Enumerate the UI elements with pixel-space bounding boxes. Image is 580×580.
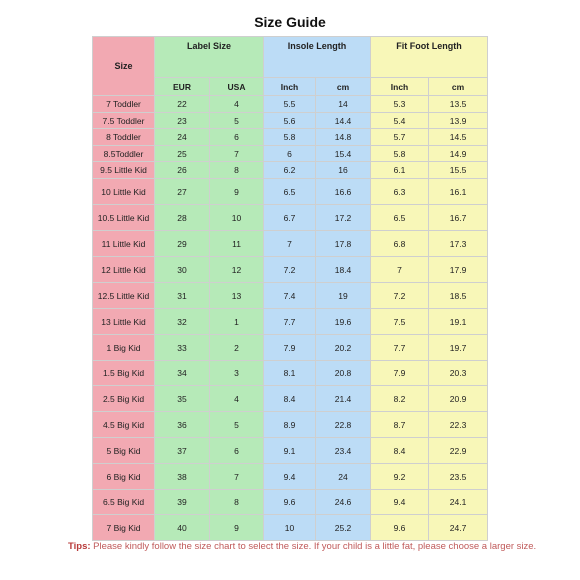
fit-inch-header: Inch [371, 78, 429, 96]
insole-cm-cell: 14.8 [316, 129, 371, 146]
fit-inch-cell: 7.5 [371, 309, 429, 335]
fit-inch-cell: 6.3 [371, 179, 429, 205]
eur-header: EUR [155, 78, 210, 96]
size-cell: 6 Big Kid [93, 464, 155, 490]
usa-cell: 8 [210, 490, 264, 515]
size-cell: 12 Little Kid [93, 257, 155, 283]
table-row [93, 129, 488, 146]
insole-inch-cell: 6.7 [264, 205, 316, 231]
usa-cell: 6 [210, 438, 264, 464]
label-size-header: Label Size [155, 37, 264, 78]
insole-cm-cell: 15.4 [316, 146, 371, 162]
insole-cm-cell: 24.6 [316, 490, 371, 515]
table-row [93, 205, 488, 231]
fit-inch-cell: 6.8 [371, 231, 429, 257]
usa-cell: 3 [210, 361, 264, 386]
insole-cm-cell: 17.2 [316, 205, 371, 231]
size-cell: 7 Toddler [93, 96, 155, 113]
eur-cell: 25 [155, 146, 210, 162]
insole-cm-cell: 21.4 [316, 386, 371, 412]
fit-cm-cell: 17.3 [429, 231, 488, 257]
usa-cell: 6 [210, 129, 264, 146]
size-cell: 1.5 Big Kid [93, 361, 155, 386]
usa-cell: 4 [210, 96, 264, 113]
usa-cell: 4 [210, 386, 264, 412]
insole-inch-cell: 5.8 [264, 129, 316, 146]
insole-inch-cell: 5.6 [264, 113, 316, 129]
size-cell: 6.5 Big Kid [93, 490, 155, 515]
insole-cm-cell: 16.6 [316, 179, 371, 205]
insole-inch-cell: 9.4 [264, 464, 316, 490]
insole-inch-cell: 8.1 [264, 361, 316, 386]
insole-length-header: Insole Length [264, 37, 371, 78]
size-cell: 7.5 Toddler [93, 113, 155, 129]
size-cell: 10 Little Kid [93, 179, 155, 205]
insole-inch-cell: 7.4 [264, 283, 316, 309]
table-row [93, 386, 488, 412]
fit-inch-cell: 6.5 [371, 205, 429, 231]
size-cell: 9.5 Little Kid [93, 162, 155, 179]
usa-cell: 5 [210, 113, 264, 129]
fit-cm-cell: 19.1 [429, 309, 488, 335]
page-title: Size Guide [254, 14, 326, 30]
usa-cell: 7 [210, 146, 264, 162]
insole-inch-cell: 7.7 [264, 309, 316, 335]
insole-cm-cell: 17.8 [316, 231, 371, 257]
insole-cm-cell: 14.4 [316, 113, 371, 129]
fit-inch-cell: 7.2 [371, 283, 429, 309]
fit-cm-cell: 15.5 [429, 162, 488, 179]
tips-text: Please kindly follow the size chart to select the size. If your child is a little fat, please choose a larger size. [93, 541, 537, 552]
usa-cell: 7 [210, 464, 264, 490]
fit-inch-cell: 7 [371, 257, 429, 283]
insole-inch-cell: 6.5 [264, 179, 316, 205]
insole-cm-cell: 23.4 [316, 438, 371, 464]
insole-cm-cell: 14 [316, 96, 371, 113]
size-chart-table [92, 36, 488, 541]
insole-inch-cell: 5.5 [264, 96, 316, 113]
table-row [93, 464, 488, 490]
eur-cell: 27 [155, 179, 210, 205]
insole-cm-cell: 18.4 [316, 257, 371, 283]
table-row [93, 113, 488, 129]
size-cell: 13 Little Kid [93, 309, 155, 335]
fit-cm-cell: 13.9 [429, 113, 488, 129]
insole-cm-cell: 22.8 [316, 412, 371, 438]
insole-cm-cell: 25.2 [316, 515, 371, 541]
eur-cell: 34 [155, 361, 210, 386]
eur-cell: 36 [155, 412, 210, 438]
fit-inch-cell: 5.7 [371, 129, 429, 146]
size-cell: 11 Little Kid [93, 231, 155, 257]
fit-cm-cell: 23.5 [429, 464, 488, 490]
fit-inch-cell: 5.8 [371, 146, 429, 162]
table-row [93, 309, 488, 335]
insole-inch-cell: 7 [264, 231, 316, 257]
usa-cell: 2 [210, 335, 264, 361]
size-cell: 8 Toddler [93, 129, 155, 146]
fit-cm-cell: 17.9 [429, 257, 488, 283]
usa-header: USA [210, 78, 264, 96]
eur-cell: 23 [155, 113, 210, 129]
usa-cell: 10 [210, 205, 264, 231]
fit-inch-cell: 9.4 [371, 490, 429, 515]
table-row [93, 283, 488, 309]
table-row [93, 179, 488, 205]
fit-cm-cell: 14.9 [429, 146, 488, 162]
eur-cell: 33 [155, 335, 210, 361]
insole-inch-cell: 10 [264, 515, 316, 541]
size-table-body [93, 96, 488, 541]
fit-cm-cell: 22.9 [429, 438, 488, 464]
fit-inch-cell: 7.7 [371, 335, 429, 361]
size-column-header: Size [93, 37, 155, 96]
eur-cell: 39 [155, 490, 210, 515]
size-cell: 1 Big Kid [93, 335, 155, 361]
size-cell: 8.5Toddler [93, 146, 155, 162]
table-row [93, 438, 488, 464]
fit-cm-cell: 16.1 [429, 179, 488, 205]
table-row [93, 257, 488, 283]
insole-inch-header: Inch [264, 78, 316, 96]
fit-inch-cell: 8.2 [371, 386, 429, 412]
insole-inch-cell: 9.6 [264, 490, 316, 515]
fit-cm-cell: 22.3 [429, 412, 488, 438]
eur-cell: 30 [155, 257, 210, 283]
fit-foot-length-header: Fit Foot Length [371, 37, 488, 78]
insole-inch-cell: 8.9 [264, 412, 316, 438]
fit-cm-cell: 19.7 [429, 335, 488, 361]
table-row [93, 231, 488, 257]
eur-cell: 26 [155, 162, 210, 179]
fit-inch-cell: 5.4 [371, 113, 429, 129]
fit-cm-cell: 24.1 [429, 490, 488, 515]
fit-cm-cell: 13.5 [429, 96, 488, 113]
table-row [93, 96, 488, 113]
fit-inch-cell: 8.4 [371, 438, 429, 464]
eur-cell: 37 [155, 438, 210, 464]
size-cell: 2.5 Big Kid [93, 386, 155, 412]
insole-cm-cell: 16 [316, 162, 371, 179]
table-row [93, 490, 488, 515]
insole-cm-header: cm [316, 78, 371, 96]
eur-cell: 32 [155, 309, 210, 335]
size-cell: 4.5 Big Kid [93, 412, 155, 438]
insole-cm-cell: 20.8 [316, 361, 371, 386]
eur-cell: 28 [155, 205, 210, 231]
size-cell: 12.5 Little Kid [93, 283, 155, 309]
header-group-row [93, 37, 488, 78]
fit-cm-cell: 14.5 [429, 129, 488, 146]
insole-inch-cell: 7.2 [264, 257, 316, 283]
size-cell: 7 Big Kid [93, 515, 155, 541]
eur-cell: 24 [155, 129, 210, 146]
eur-cell: 38 [155, 464, 210, 490]
usa-cell: 13 [210, 283, 264, 309]
insole-inch-cell: 6.2 [264, 162, 316, 179]
usa-cell: 8 [210, 162, 264, 179]
fit-cm-cell: 16.7 [429, 205, 488, 231]
table-row [93, 361, 488, 386]
fit-cm-cell: 20.3 [429, 361, 488, 386]
fit-cm-cell: 24.7 [429, 515, 488, 541]
tips-label: Tips: [68, 541, 91, 552]
insole-inch-cell: 8.4 [264, 386, 316, 412]
fit-inch-cell: 7.9 [371, 361, 429, 386]
insole-cm-cell: 19 [316, 283, 371, 309]
usa-cell: 12 [210, 257, 264, 283]
usa-cell: 9 [210, 515, 264, 541]
insole-cm-cell: 20.2 [316, 335, 371, 361]
size-cell: 10.5 Little Kid [93, 205, 155, 231]
eur-cell: 31 [155, 283, 210, 309]
table-row [93, 335, 488, 361]
usa-cell: 5 [210, 412, 264, 438]
fit-cm-cell: 20.9 [429, 386, 488, 412]
fit-inch-cell: 9.6 [371, 515, 429, 541]
eur-cell: 35 [155, 386, 210, 412]
usa-cell: 9 [210, 179, 264, 205]
usa-cell: 1 [210, 309, 264, 335]
table-row [93, 162, 488, 179]
usa-cell: 11 [210, 231, 264, 257]
insole-inch-cell: 7.9 [264, 335, 316, 361]
insole-inch-cell: 9.1 [264, 438, 316, 464]
size-cell: 5 Big Kid [93, 438, 155, 464]
fit-inch-cell: 8.7 [371, 412, 429, 438]
eur-cell: 29 [155, 231, 210, 257]
eur-cell: 22 [155, 96, 210, 113]
fit-inch-cell: 9.2 [371, 464, 429, 490]
tips-note [68, 540, 538, 553]
insole-inch-cell: 6 [264, 146, 316, 162]
fit-inch-cell: 5.3 [371, 96, 429, 113]
insole-cm-cell: 24 [316, 464, 371, 490]
fit-inch-cell: 6.1 [371, 162, 429, 179]
fit-cm-cell: 18.5 [429, 283, 488, 309]
eur-cell: 40 [155, 515, 210, 541]
insole-cm-cell: 19.6 [316, 309, 371, 335]
table-row [93, 146, 488, 162]
table-row [93, 412, 488, 438]
table-row [93, 515, 488, 541]
fit-cm-header: cm [429, 78, 488, 96]
